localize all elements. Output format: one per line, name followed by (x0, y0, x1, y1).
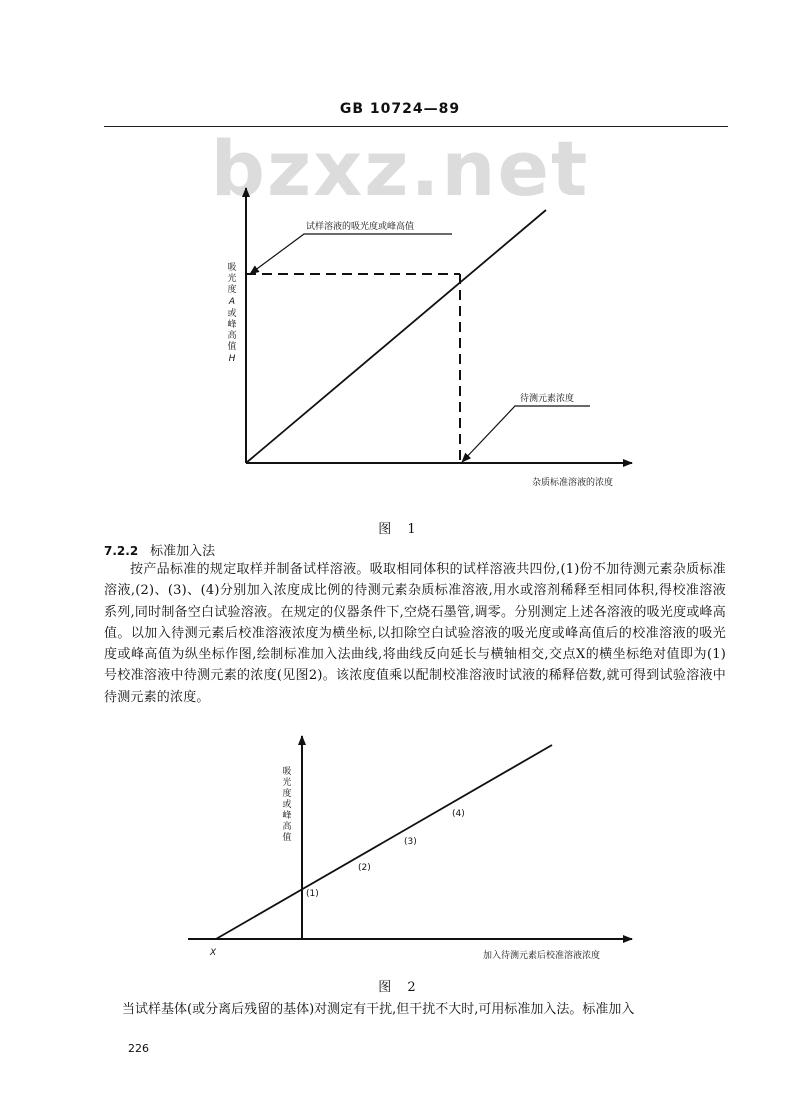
fig2-point-label-1: (1) (306, 889, 319, 899)
fig2-extrapolated-line (216, 745, 552, 939)
svg-text:吸: 吸 (227, 263, 237, 273)
svg-text:H: H (228, 354, 236, 364)
svg-text:或: 或 (282, 800, 292, 810)
fig1-x-axis-label: 杂质标准溶液的浓度 (532, 478, 614, 488)
svg-text:峰: 峰 (227, 320, 237, 330)
svg-text:度: 度 (227, 285, 237, 295)
section-title: 标准加入法 (150, 544, 216, 559)
svg-text:峰: 峰 (282, 811, 292, 821)
svg-text:吸: 吸 (282, 767, 292, 777)
svg-text:光: 光 (282, 778, 292, 788)
standard-number-header: GB 10724—89 (339, 101, 461, 117)
fig1-sample-leader (250, 234, 452, 274)
fig1-sample-label: 试样溶液的吸光度或峰高值 (306, 222, 415, 232)
fig2-y-axis-label (282, 766, 291, 843)
section-heading (104, 540, 215, 559)
svg-text:高: 高 (282, 822, 292, 832)
svg-text:或: 或 (227, 309, 237, 319)
svg-text:度: 度 (282, 789, 292, 799)
figure-1 (0, 180, 800, 500)
fig2-point-label-2: (2) (358, 863, 371, 873)
svg-text:高: 高 (227, 331, 237, 341)
figure-2 (0, 728, 800, 968)
fig2-x-axis-label: 加入待测元素后校准溶液浓度 (483, 951, 601, 961)
section-number: 7.2.2 (104, 544, 139, 558)
fig2-point-label-4: (4) (452, 809, 465, 819)
trailing-paragraph: 当试样基体(或分离后残留的基体)对测定有干扰,但干扰不大时,可用标准加入法。标准加入 (122, 1002, 635, 1017)
figure-2-caption: 图 2 (378, 980, 422, 995)
svg-text:A: A (228, 297, 236, 307)
fig2-point-label-3: (3) (404, 837, 417, 847)
section-paragraph: 按产品标准的规定取样并制备试样溶液。吸取相同体积的试样溶液共四份,(1)份不加待测元素杂质标准溶液,(2)、(3)、(4)分别加入浓度成比例的待测元素杂质标准溶液,用水或溶剂稀释至相同体积,得校准溶液系列,同时制备空白试验溶液。在规定的仪器条件下,空烧石墨管,调零。分别测定上述各溶液的吸光度或峰高值。以加入待测元素后校准溶液浓度为横坐标,以扣除空白试验溶液的吸光度或峰高值后的校准溶液的吸光度或峰高值为纵坐标作图,绘制标准加入法曲线,将曲线反向延长与横轴相交,交点X的横坐标绝对值即为(1)号校准溶液中待测元素的浓度(见图2)。该浓度值乘以配制校准溶液时试液的稀释倍数,就可得到试验溶液中待测元素的浓度。 (104, 562, 726, 705)
page-number: 226 (128, 1042, 149, 1055)
fig1-y-axis-label (227, 262, 236, 364)
svg-text:值: 值 (227, 342, 237, 352)
fig1-calibration-line (246, 210, 546, 463)
fig1-element-leader (462, 406, 590, 462)
watermark: bzxz.net (210, 124, 590, 213)
fig2-intercept-label: X (210, 948, 217, 958)
svg-text:光: 光 (227, 274, 237, 284)
svg-text:值: 值 (282, 833, 292, 843)
fig1-element-label: 待测元素浓度 (520, 394, 575, 404)
figure-1-caption: 图 1 (378, 522, 422, 537)
